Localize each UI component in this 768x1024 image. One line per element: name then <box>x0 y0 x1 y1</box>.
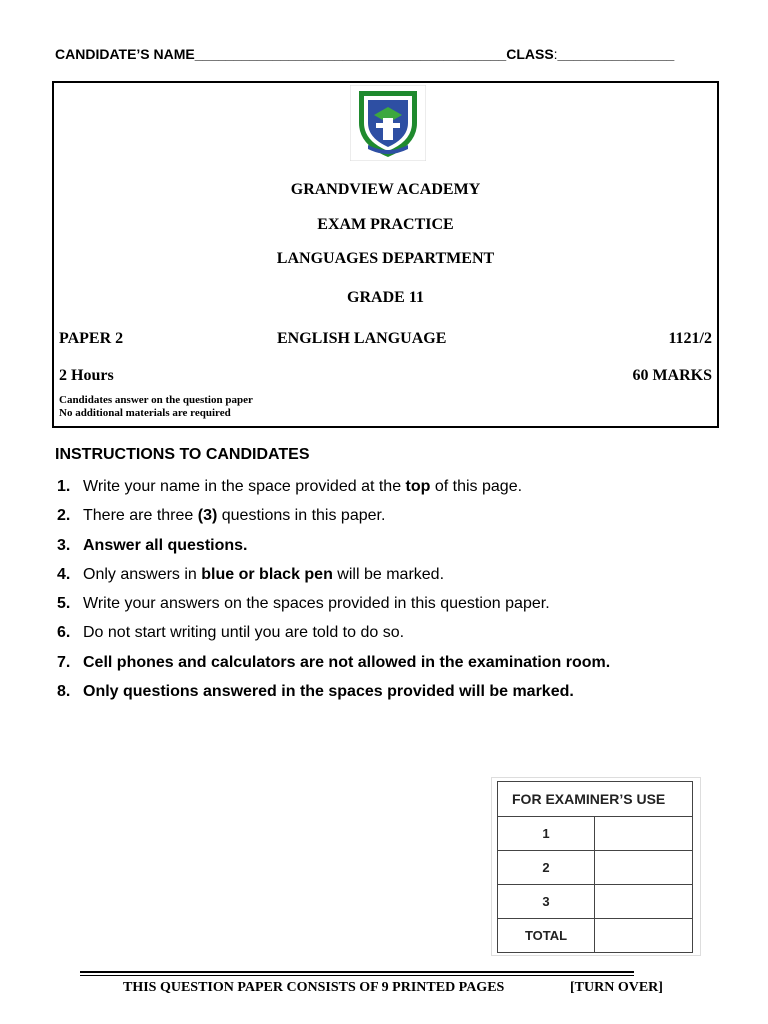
instructions-list <box>57 478 747 712</box>
duration-label: 2 Hours <box>59 367 114 384</box>
turn-over-note: [TURN OVER] <box>570 980 663 995</box>
subject-label: ENGLISH LANGUAGE <box>277 330 447 347</box>
examiner-table-title: FOR EXAMINER’S USE <box>498 782 693 817</box>
school-name: GRANDVIEW ACADEMY <box>290 181 481 198</box>
department-name: LANGUAGES DEPARTMENT <box>276 250 495 267</box>
table-row <box>498 919 693 953</box>
score-cell[interactable] <box>595 885 693 919</box>
footer-divider <box>80 971 634 973</box>
list-item: 7. Cell phones and calculators are not allowed in the examination room. <box>57 653 611 671</box>
table-row <box>498 885 693 919</box>
school-logo <box>350 85 426 161</box>
list-item: 1. Write your name in the space provided at the top of this page. <box>57 478 523 495</box>
examiner-table <box>497 781 693 953</box>
class-field[interactable]: _______________ <box>557 46 675 62</box>
footer-divider-thin <box>80 975 634 976</box>
examiner-use-box <box>491 777 701 956</box>
grade-label: GRADE 11 <box>347 289 424 306</box>
instructions-title: INSTRUCTIONS TO CANDIDATES <box>55 446 310 463</box>
table-row <box>498 817 693 851</box>
paper-label: PAPER 2 <box>59 330 124 347</box>
candidate-name-label: CANDIDATE’S NAME <box>55 46 195 62</box>
list-item: 8. Only questions answered in the spaces provided will be marked. <box>57 683 574 701</box>
paper-code: 1121/2 <box>668 330 712 347</box>
class-colon: : <box>553 46 558 62</box>
exam-header-box <box>52 81 719 428</box>
score-cell[interactable] <box>595 851 693 885</box>
list-item: 6. Do not start writing until you are told to do so. <box>57 624 405 642</box>
score-cell[interactable] <box>595 817 693 851</box>
exam-title: EXAM PRACTICE <box>317 216 454 233</box>
list-item: 5. Write your answers on the spaces provided in this question paper. <box>57 595 550 613</box>
examiner-row-label: TOTAL <box>524 928 568 943</box>
table-row <box>498 851 693 885</box>
list-item: 3. Answer all questions. <box>57 536 248 554</box>
examiner-row-label: 1 <box>542 826 550 841</box>
candidate-name-line <box>55 46 715 62</box>
note-no-materials: No additional materials are required <box>59 407 231 419</box>
examiner-row-label: 2 <box>542 860 550 875</box>
table-row <box>498 782 693 817</box>
marks-label: 60 MARKS <box>632 367 712 384</box>
score-cell[interactable] <box>595 919 693 953</box>
note-answer-on-paper: Candidates answer on the question paper <box>59 394 253 406</box>
list-item: 4. Only answers in blue or black pen will be marked. <box>57 565 445 583</box>
candidate-name-field[interactable]: ________________________________________ <box>194 46 507 62</box>
class-label: CLASS <box>506 46 554 62</box>
examiner-row-label: 3 <box>542 894 550 909</box>
page-count-note: THIS QUESTION PAPER CONSISTS OF 9 PRINTED PAGES <box>123 980 505 995</box>
list-item: 2. There are three (3) questions in this paper. <box>57 507 386 525</box>
